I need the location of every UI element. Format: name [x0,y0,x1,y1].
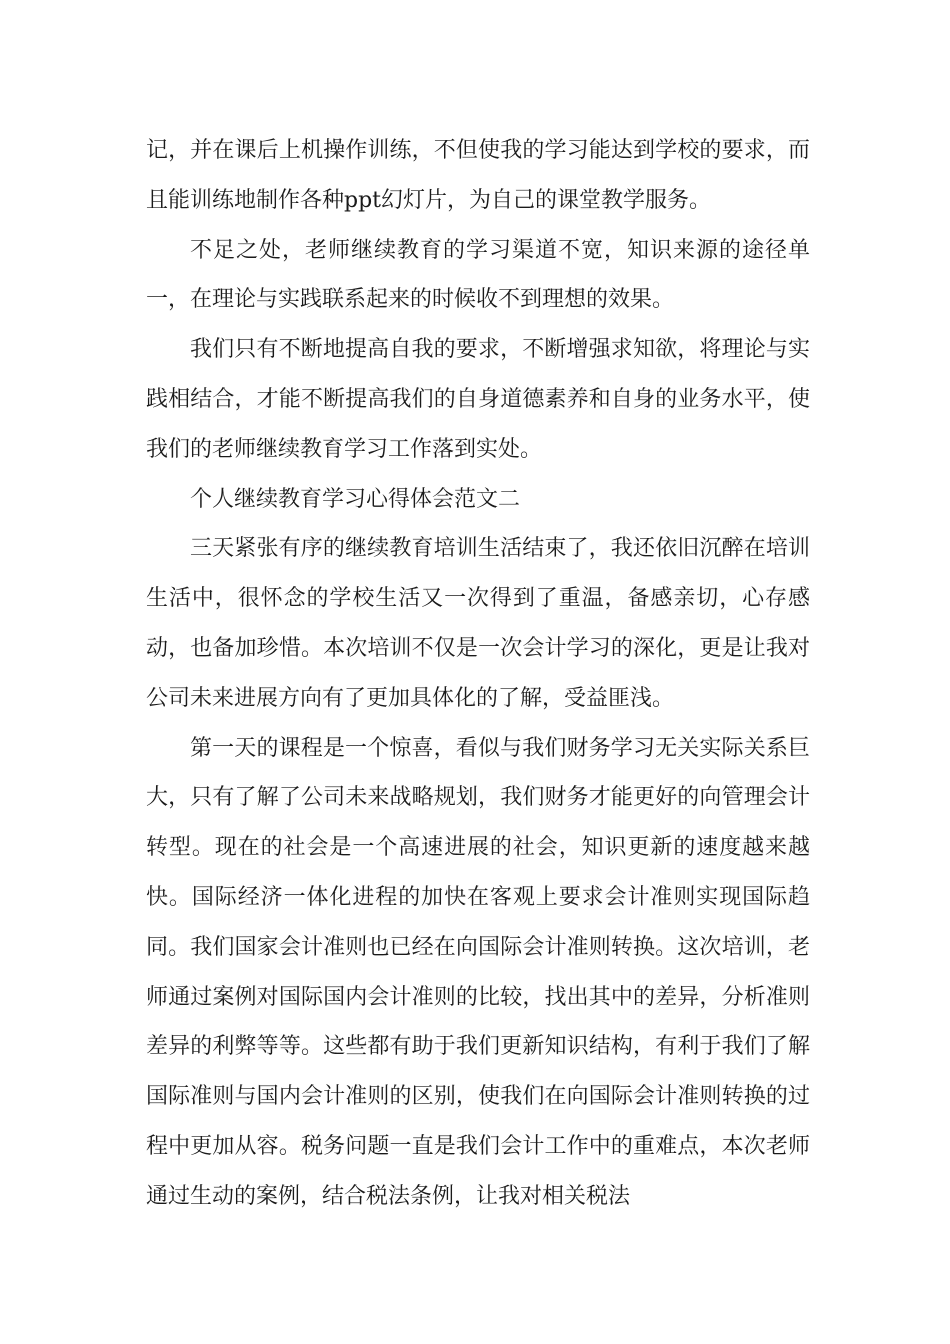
section-heading: 个人继续教育学习心得体会范文二 [190,486,521,512]
document-body [146,126,810,1222]
paragraph-first-day: 第一天的课程是一个惊喜，看似与我们财务学习无关实际关系巨大，只有了解了公司未来战略规划，我们财务才能更好的向管理会计转型。现在的社会是一个高速进展的社会，知识更新的速度越来越快。国际经济一体化进程的加快在客观上要求会计准则实现国际趋同。我们国家会计准则也已经在向国际会计准则转换。这次培训，老师通过案例对国际国内会计准则的比较，找出其中的差异，分析准则差异的利弊等等。这些都有助于我们更新知识结构，有利于我们了解国际准则与国内会计准则的区别，使我们在向国际会计准则转换的过程中更加从容。税务问题一直是我们会计工作中的重难点，本次老师通过生动的案例，结合税法条例，让我对相关税法 [146,735,810,1209]
paragraph-shortcomings: 不足之处，老师继续教育的学习渠道不宽，知识来源的途径单一，在理论与实践联系起来的时候收不到理想的效果。 [146,237,810,313]
paragraph-training-summary: 三天紧张有序的继续教育培训生活结束了，我还依旧沉醉在培训生活中，很怀念的学校生活又一次得到了重温，备感亲切，心存感动，也备加珍惜。本次培训不仅是一次会计学习的深化，更是让我对公司未来进展方向有了更加具体化的了解，受益匪浅。 [146,536,810,711]
paragraph-continuation: 记，并在课后上机操作训练，不但使我的学习能达到学校的要求，而且能训练地制作各种ppt幻灯片，为自己的课堂教学服务。 [146,138,810,213]
paragraph-requirements: 我们只有不断地提高自我的要求，不断增强求知欲，将理论与实践相结合，才能不断提高我们的自身道德素养和自身的业务水平，使我们的老师继续教育学习工作落到实处。 [146,337,810,462]
